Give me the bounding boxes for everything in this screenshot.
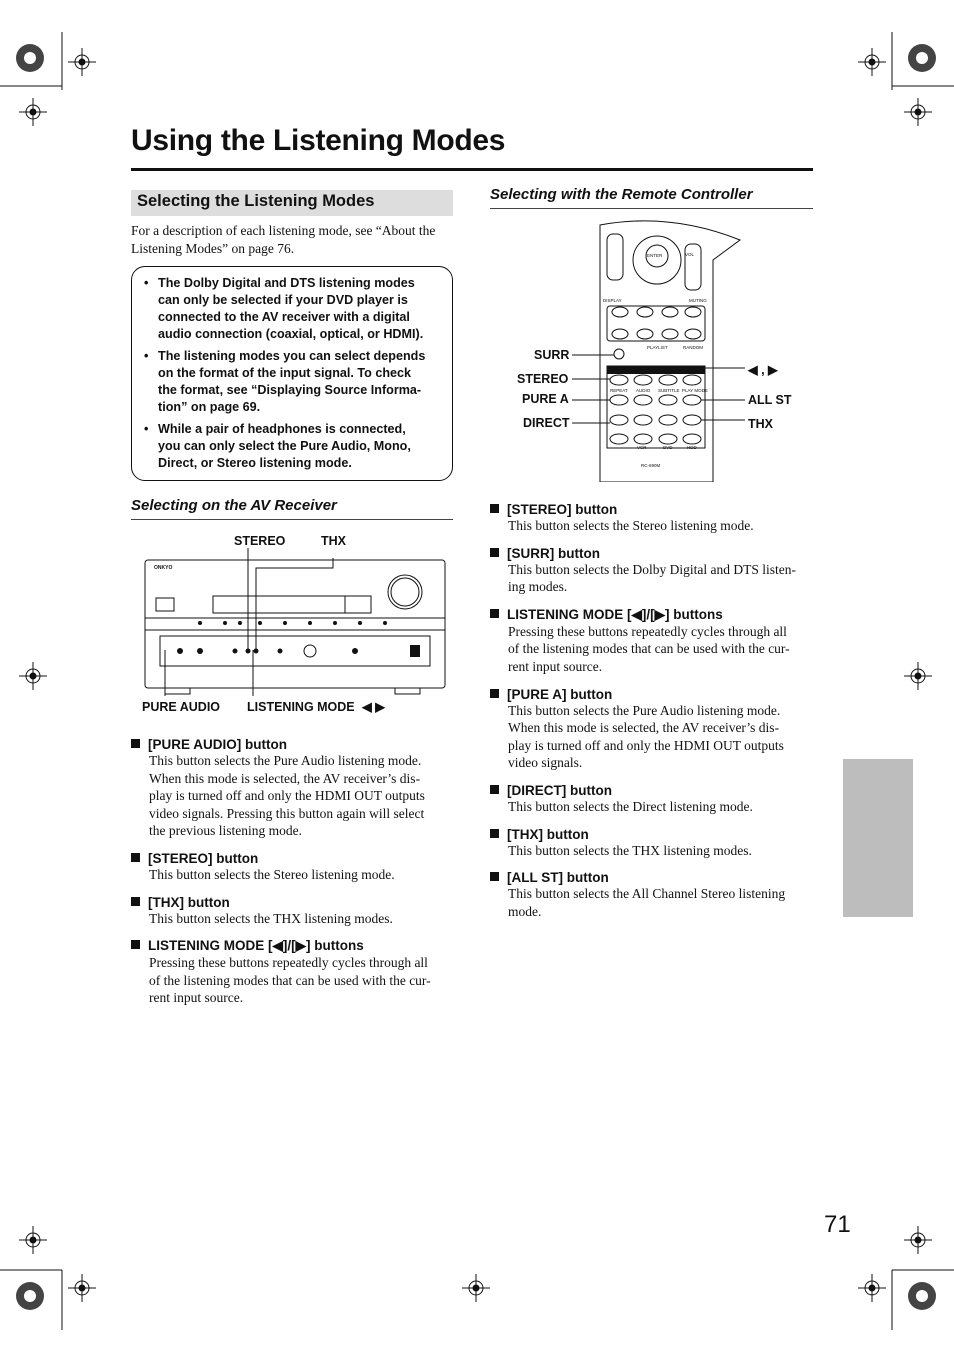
body-line: This button selects the All Channel Stereo listening [508,886,786,902]
subsection-heading-remote: Selecting with the Remote Controller [490,186,753,203]
square-bullet-icon [490,689,499,698]
bullet: • [144,276,149,290]
item-listening-mode [131,938,453,1007]
item-heading-text: [PURE A] button [507,686,613,702]
remote-key-hdd: HDD [687,445,697,450]
label-surr: SURR [534,348,570,362]
item-body [131,954,453,1007]
remote-model-label: RC-690M [641,463,661,468]
remote-controller-illustration [595,220,745,482]
square-bullet-icon [490,829,499,838]
item-heading-text: [STEREO] button [148,850,259,866]
body-line: play is turned off and only the HDMI OUT outputs [149,788,425,804]
title-rule [131,168,813,171]
remote-key-playlist: PLAYLIST [647,345,668,350]
item-heading [490,546,813,561]
item-all-st [490,870,813,920]
item-thx-remote [490,827,813,860]
page-number: 71 [824,1211,851,1238]
square-bullet-icon [490,548,499,557]
body-line: rent input source. [508,658,603,674]
item-body [131,752,453,840]
body-line: of the listening modes that can be used with the cur- [149,972,431,988]
item-body [490,885,813,920]
body-line: Pressing these buttons repeatedly cycles through all [508,623,787,639]
body-line: of the listening modes that can be used with the cur- [508,641,790,657]
label-thx-remote: THX [748,417,773,431]
remote-leader-lines-left [572,354,597,426]
note-line: the format, see “Displaying Source Informa- [158,383,422,397]
remote-key-repeat: REPEAT [610,388,628,393]
section-heading: Selecting the Listening Modes [131,190,453,216]
item-heading-text: [STEREO] button [507,502,618,517]
item-heading [490,783,813,798]
remote-key-random: RANDOM [683,345,703,350]
square-bullet-icon [490,785,499,794]
body-line: ing modes. [508,579,568,595]
note-line: While a pair of headphones is connected, [158,422,406,436]
body-line: This button selects the Stereo listening mode. [149,866,395,882]
page-title: Using the Listening Modes [131,124,506,157]
item-heading-text: [THX] button [148,894,230,910]
bullet: • [144,349,149,363]
body-line: This button selects the Direct listening mode. [508,798,753,814]
body-line: rent input source. [149,990,244,1006]
body-line: When this mode is selected, the AV receiver’s dis- [508,720,780,736]
item-stereo [131,851,453,884]
item-heading [490,870,813,885]
body-line: Pressing these buttons repeatedly cycles through all [149,955,428,971]
item-body [490,623,813,676]
item-body [490,842,813,860]
intro-line: Listening Modes” on page 76. [131,240,295,256]
subsection-rule [490,208,813,209]
label-arrows: ◀ , ▶ [748,363,778,377]
item-heading [131,938,453,954]
note-item [142,421,442,472]
body-line: When this mode is selected, the AV receiver’s dis- [149,770,421,786]
remote-key-dvd: DVD [663,445,673,450]
intro-paragraph [131,222,453,257]
square-bullet-icon [131,853,140,862]
label-listening-mode [247,699,385,714]
label-thx: THX [321,534,346,548]
square-bullet-icon [131,940,140,949]
body-line: This button selects the Pure Audio listening mode. [149,753,422,768]
remote-key-enter: ENTER [647,253,663,258]
remote-key-muting: MUTING [689,298,707,303]
square-bullet-icon [131,897,140,906]
remote-key-vol: VOL [685,252,695,257]
item-heading-text: LISTENING MODE [◀]/[▶] buttons [148,938,364,954]
note-line: you can only select the Pure Audio, Mono, [158,439,411,453]
subsection-heading-receiver: Selecting on the AV Receiver [131,497,337,514]
item-body [490,702,813,772]
label-pure-a: PURE A [522,392,569,406]
body-line: This button selects the THX listening modes. [149,910,393,926]
item-heading-text: [DIRECT] button [507,782,612,798]
remote-key-audio: AUDIO [636,388,651,393]
listening-mode-text: LISTENING MODE [247,700,355,714]
square-bullet-icon [490,609,499,618]
note-item [142,275,442,343]
remote-key-subtitle: SUBTITLE [658,388,680,393]
label-all-st: ALL ST [748,393,792,407]
left-right-arrows-icon: ◀ ▶ [362,700,385,714]
item-heading-text: [ALL ST] button [507,870,609,886]
receiver-brand-logo: ONKYO [154,565,173,571]
right-items [490,502,813,920]
body-line: This button selects the THX listening modes. [508,842,752,858]
left-items [131,737,453,1007]
body-line: mode. [508,903,542,919]
item-body [490,517,813,535]
item-heading [490,827,813,842]
body-line: video signals. [508,755,583,771]
body-line: the previous listening mode. [149,823,302,839]
item-heading [490,607,813,623]
square-bullet-icon [490,872,499,881]
item-heading-text: [SURR] button [507,545,600,561]
label-direct: DIRECT [523,416,570,430]
item-body [490,798,813,816]
intro-line: For a description of each listening mode, see “About the [131,223,436,238]
item-thx [131,895,453,928]
body-line: This button selects the Dolby Digital and DTS listen- [508,561,796,577]
note-item [142,348,442,416]
body-line: video signals. Pressing this button again will select [149,805,425,821]
note-line: on the format of the input signal. To check [158,366,412,380]
item-direct [490,783,813,816]
item-body [131,866,453,884]
item-surr [490,546,813,596]
note-line: tion” on page 69. [158,400,261,414]
note-line: The listening modes you can select depends [158,349,426,363]
square-bullet-icon [490,504,499,513]
label-stereo-remote: STEREO [517,372,569,386]
item-heading [131,895,453,910]
body-line: This button selects the Stereo listening mode. [508,518,754,533]
item-pure-audio [131,737,453,840]
note-line: can only be selected if your DVD player is [158,293,408,307]
note-line: audio connection (coaxial, optical, or HDMI). [158,327,424,341]
item-heading [490,502,813,517]
note-line: Direct, or Stereo listening mode. [158,456,352,470]
subsection-rule [131,519,453,520]
note-line: connected to the AV receiver with a digital [158,310,410,324]
item-heading [490,687,813,702]
item-listening-mode-remote [490,607,813,676]
note-line: The Dolby Digital and DTS listening modes [158,276,415,290]
remote-key-display: DISPLAY [603,298,622,303]
remote-key-vcr: VCR [637,445,647,450]
notes-box [131,266,453,481]
label-pure-audio: PURE AUDIO [142,700,221,714]
item-heading-text: [THX] button [507,826,589,842]
body-line: This button selects the Pure Audio listening mode. [508,702,781,718]
item-heading-text: [PURE AUDIO] button [148,737,287,752]
square-bullet-icon [131,739,140,748]
label-stereo: STEREO [234,534,286,548]
item-pure-a [490,687,813,772]
item-body [131,910,453,928]
remote-key-play-mode: PLAY MODE [682,388,708,393]
item-heading-text: LISTENING MODE [◀]/[▶] buttons [507,606,723,622]
item-heading [131,851,453,866]
item-heading [131,737,453,752]
item-stereo-remote [490,502,813,535]
item-body [490,561,813,596]
av-receiver-illustration [140,548,450,698]
body-line: play is turned off and only the HDMI OUT outputs [508,737,784,753]
bullet: • [144,422,149,436]
chapter-side-tab [843,759,913,917]
